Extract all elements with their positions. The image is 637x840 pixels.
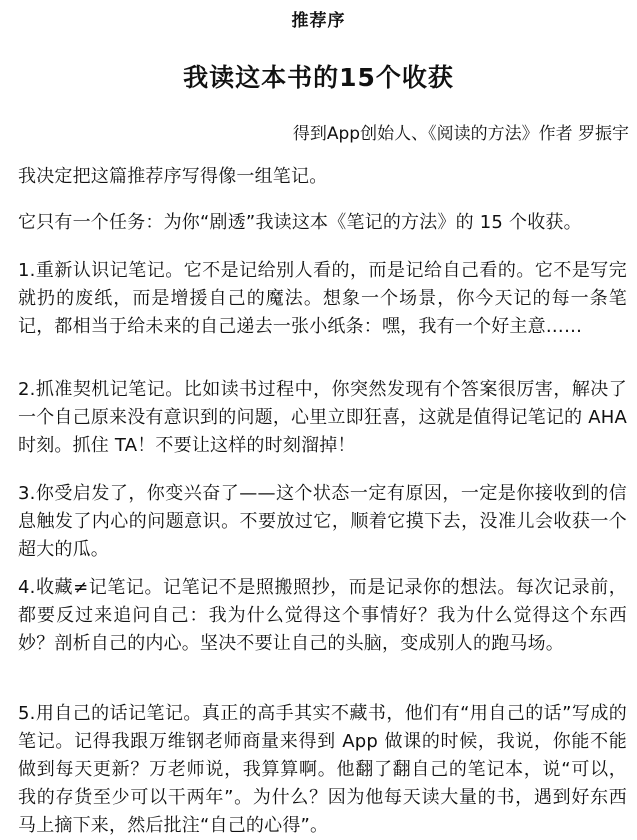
- paragraph-intro: 我决定把这篇推荐序写得像一组笔记。: [18, 166, 328, 187]
- paragraph-point-4: 4.收藏≠记笔记。记笔记不是照搬照抄，而是记录你的想法。每次记录前，都要反过来追问自己：我为什么觉得这个事情好？我为什么觉得这个东西妙？剖析自己的内心。坚决不要让自己的头脑，变成别人的跑马场。: [18, 577, 627, 654]
- paragraph-point-1: 1.重新认识记笔记。它不是记给别人看的，而是记给自己看的。它不是写完就扔的废纸，而是增援自己的魔法。想象一个场景，你今天记的每一条笔记，都相当于给未来的自己递去一张小纸条：嘿，我有一个好主意……: [18, 260, 627, 337]
- paragraph-task: 它只有一个任务：为你“剧透”我读这本《笔记的方法》的 15 个收获。: [18, 212, 582, 233]
- author-byline: 得到App创始人、《阅读的方法》作者 罗振宇: [292, 124, 629, 144]
- section-label: 推荐序: [291, 11, 346, 31]
- paragraph-point-2: 2.抓准契机记笔记。比如读书过程中，你突然发现有个答案很厉害，解决了一个自己原来没有意识到的问题，心里立即狂喜，这就是值得记笔记的 AHA 时刻。抓住 TA！不要让这样的时刻溜掉！: [18, 379, 627, 456]
- page-title: 我读这本书的15个收获: [183, 63, 454, 92]
- paragraph-point-5: 5.用自己的话记笔记。真正的高手其实不藏书，他们有“用自己的话”写成的笔记。记得我跟万维钢老师商量来得到 App 做课的时候，我说，你能不能做到每天更新？万老师说，我算算啊。他翻了翻自己的笔记本，说“可以，我的存货至少可以干两年”。为什么？因为他每天读大量的书，遇到好东西马上摘下来，然后批注“自己的心得”。: [18, 703, 627, 836]
- paragraph-point-3: 3.你受启发了，你变兴奋了——这个状态一定有原因，一定是你接收到的信息触发了内心的问题意识。不要放过它，顺着它摸下去，没准儿会收获一个超大的瓜。: [18, 483, 627, 560]
